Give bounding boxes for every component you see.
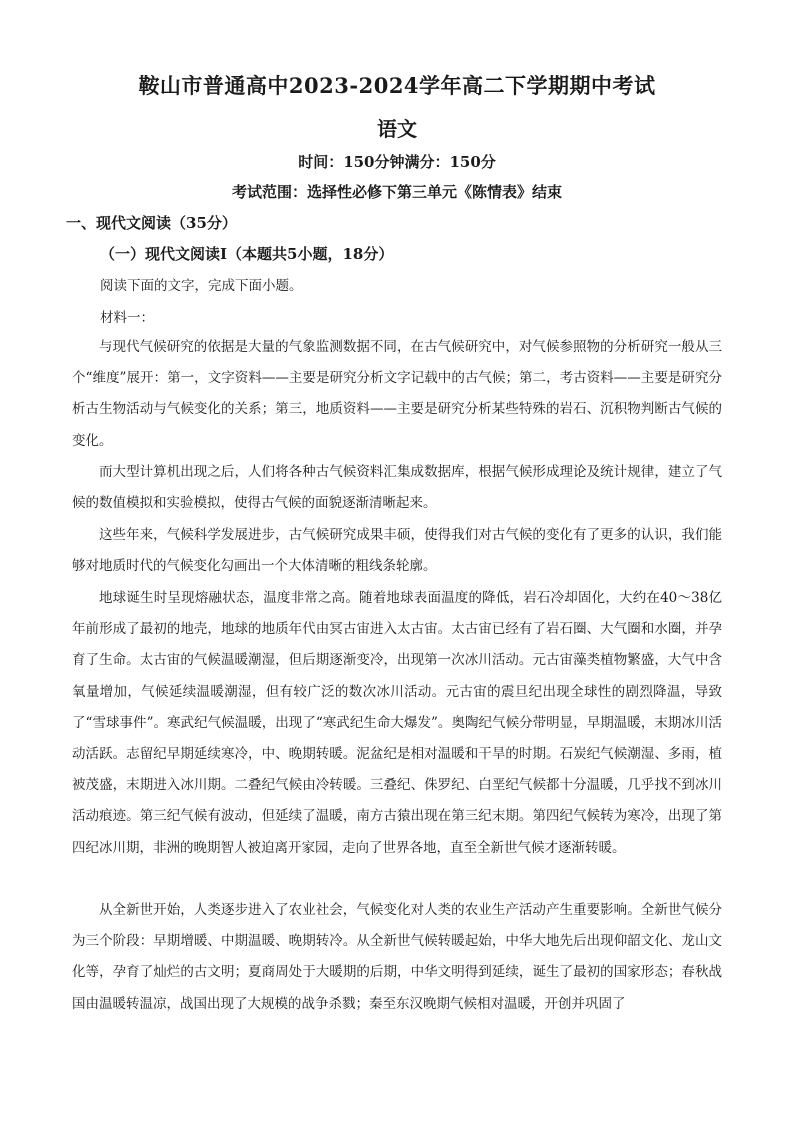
exam-time-info: 时间：150分钟满分：150分 [298,153,496,171]
exam-title: 鞍山市普通高中2023-2024学年高二下学期期中考试 [138,73,656,98]
material-label: 材料一： [100,310,154,326]
exam-scope: 考试范围：选择性必修下第三单元《陈情表》结束 [231,183,562,201]
paragraph: 从全新世开始，人类逐步进入了农业社会，气候变化对人类的农业生产活动产生重要影响。全新世气候分为三个阶段：早期增暖、中期温暖、晚期转冷。从全新世气候转暖起始，中华大地先后出现仰韶文化、龙山文化等，孕育了灿烂的古文明；夏商周处于大暖期的后期，中华文明得到延续，诞生了最初的国家形态；春秋战国由温暖转温凉，战国出现了大规模的战争杀戮；秦至东汉晚期气候相对温暖，开创并巩固了 [72,902,722,1012]
paragraph: 与现代气候研究的依据是大量的气象监测数据不同，在古气候研究中，对气候参照物的分析研究一般从三个“维度”展开：第一，文字资料——主要是研究分析文字记载中的古气候；第二，考古资料——主要是研究分析古生物活动与气候变化的关系；第三，地质资料——主要是研究分析某些特殊的岩石、沉积物判断古气候的变化。 [72,339,722,449]
reading-instruction: 阅读下面的文字，完成下面小题。 [100,278,303,294]
paragraph: 这些年来，气候科学发展进步，古气候研究成果丰硕，使得我们对古气候的变化有了更多的认识，我们能够对地质时代的气候变化勾画出一个大体清晰的粗线条轮廓。 [72,527,722,575]
section-heading: 一、现代文阅读（35分） [66,214,237,232]
paragraph: 而大型计算机出现之后，人们将各种古气候资料汇集成数据库，根据气候形成理论及统计规律，建立了气候的数值模拟和实验模拟，使得古气候的面貌逐渐清晰起来。 [72,464,722,512]
subsection-heading: （一）现代文阅读Ⅰ（本题共5小题，18分） [100,245,394,263]
paragraph: 地球诞生时呈现熔融状态，温度非常之高。随着地球表面温度的降低，岩石冷却固化，大约在40～38亿年前形成了最初的地壳，地球的地质年代由冥古宙进入太古宙。太古宙已经有了岩石圈、大气圈和水圈，并孕育了生命。太古宙的气候温暖潮湿，但后期逐渐变冷，出现第一次冰川活动。元古宙藻类植物繁盛，大气中含氧量增加，气候延续温暖潮湿，但有较广泛的数次冰川活动。元古宙的震旦纪出现全球性的剧烈降温，导致了“雪球事件”。寒武纪气候温暖，出现了“寒武纪生命大爆发”。奥陶纪气候分带明显，早期温暖，末期冰川活动活跃。志留纪早期延续寒冷，中、晚期转暖。泥盆纪是相对温暖和干旱的时期。石炭纪气候潮湿、多雨，植被茂盛，末期进入冰川期。二叠纪气候由冷转暖。三叠纪、侏罗纪、白垩纪气候都十分温暖，几乎找不到冰川活动痕迹。第三纪气候有波动，但延续了温暖，南方古猿出现在第三纪末期。第四纪气候转为寒冷，出现了第四纪冰川期，非洲的晚期智人被迫离开家园，走向了世界各地，直至全新世气候才逐渐转暖。 [72,590,722,856]
subject-title: 语文 [377,117,417,141]
